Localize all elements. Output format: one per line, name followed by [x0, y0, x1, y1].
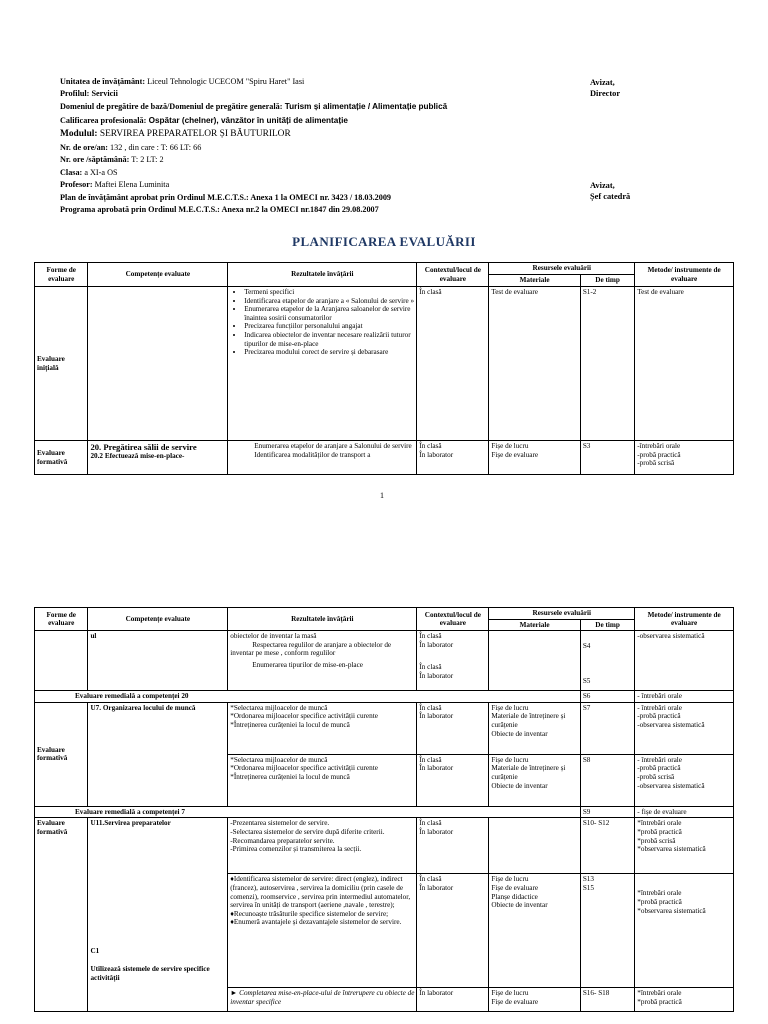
col-materiale: Materiale — [489, 275, 580, 287]
metode-cell: Test de evaluare — [635, 287, 734, 441]
competenta-cell: ul — [88, 631, 228, 691]
materiale-cell: Fișe de lucru Materiale de întreținere și curățenie Obiecte de inventar — [489, 702, 580, 754]
col-context: Contextul/locul de evaluare — [417, 608, 489, 631]
table-row — [35, 874, 734, 988]
col-competente: Competențe evaluate — [88, 608, 228, 631]
competenta-cell: 20. Pregătirea sălii de servire 20.2 Efectuează mise-en-place- — [88, 441, 228, 475]
col-context: Contextul/locul de evaluare — [417, 263, 489, 287]
avizat-director: Avizat, Director — [590, 78, 621, 98]
timp-cell: S3 — [580, 441, 634, 475]
timp-cell: S10- S12 — [580, 818, 634, 874]
timp-cell: S8 — [580, 754, 634, 806]
list-item: • Precizarea funcțiilor personalului angajat — [244, 322, 414, 331]
list-item: • Indicarea obiectelor de inventar necesare realizării tuturor tipurilor de mise-en-place — [244, 331, 414, 348]
rezultate-cell: *Selectarea mijloacelor de muncă *Ordonarea mijloacelor specifice activității curente *Întreținerea curățeniei la locul de muncă — [228, 702, 417, 754]
timp-cell: S7 — [580, 702, 634, 754]
col-timp: De timp — [580, 619, 634, 631]
metode-cell: - întrebări orale -probă practică -probă scrisă -observarea sistematică — [635, 754, 734, 806]
col-materiale: Materiale — [489, 619, 580, 631]
materiale-cell — [489, 818, 580, 874]
avizat-sef-catedra: Avizat, Șef catedră — [590, 181, 631, 201]
header-profil: Profilul: Servicii — [60, 89, 118, 98]
remedial-label: Evaluare remedială a competenței 20 — [35, 691, 581, 703]
metode-cell: *întrebări orale *probă practică — [635, 988, 734, 1012]
timp-cell: S9 — [580, 806, 634, 818]
context-cell: În laborator — [417, 988, 489, 1012]
competenta-cell: U11.Servirea preparatelor — [88, 818, 228, 874]
rezultate-cell — [228, 287, 417, 441]
evaluation-table-page1 — [34, 262, 734, 475]
context-cell: În clasă — [417, 287, 489, 441]
header-calificare: Calificarea profesională: Ospătar (chelner), vânzător în unități de alimentație — [60, 116, 348, 125]
forma-evaluare: Evaluare formativă — [35, 702, 88, 806]
forma-evaluare: Evaluare formativă — [35, 441, 88, 475]
header-programa: Programa aprobată prin Ordinul M.E.C.T.S.: Anexa nr.2 la OMECI nr.1847 din 29.08.2007 — [60, 205, 379, 214]
timp-cell: S13 S15 — [580, 874, 634, 988]
list-item: • Precizarea modului corect de servire și debarasare — [244, 348, 414, 357]
table-row — [35, 818, 734, 874]
materiale-cell: Test de evaluare — [489, 287, 580, 441]
header-plan: Plan de învățământ aprobat prin Ordinul M.E.C.T.S.: Anexa 1 la OMECI nr. 3423 / 18.03.2009 — [60, 193, 392, 202]
competenta-cell: U7. Organizarea locului de muncă — [88, 702, 228, 806]
metode-cell: -observarea sistematică — [635, 631, 734, 691]
list-item: • Identificarea etapelor de aranjare a « Salonului de servire » — [244, 297, 414, 306]
metode-cell: *întrebări orale *probă practică *observarea sistematică — [635, 874, 734, 988]
col-competente: Competențe evaluate — [88, 263, 228, 287]
col-forme: Forme de evaluare — [35, 608, 88, 631]
page-title: PLANIFICAREA EVALUĂRII — [292, 234, 476, 249]
timp-cell: S16- S18 — [580, 988, 634, 1012]
materiale-cell: Fișe de lucru Fișe de evaluare Planșe didactice Obiecte de inventar — [489, 874, 580, 988]
rezultate-cell: -Prezentarea sistemelor de servire. -Selectarea sistemelor de servire după diferite criterii. -Recomandarea preparatelor servite. -Primirea comenzilor și transmiterea la secții. — [228, 818, 417, 874]
context-cell: În clasă În laborator În clasă În laborator — [417, 631, 489, 691]
header-modul: Modulul: SERVIREA PREPARATELOR ȘI BĂUTURILOR — [60, 129, 291, 139]
remedial-label: Evaluare remedială a competenței 7 — [35, 806, 581, 818]
col-rezultate: Rezultatele învățării — [228, 608, 417, 631]
forma-evaluare: Evaluare inițială — [35, 287, 88, 441]
timp-cell: S4 S5 — [580, 631, 634, 691]
metode-cell: - întrebări orale -probă practică -observarea sistematică — [635, 702, 734, 754]
table-row — [35, 287, 734, 441]
col-metode: Metode/ instrumente de evaluare — [635, 263, 734, 287]
header-profesor: Profesor: Maftei Elena Luminita — [60, 180, 170, 189]
table-row — [35, 441, 734, 475]
forma-evaluare: Evaluare formativă — [35, 818, 88, 1012]
competenta-cell: C1 Utilizează sistemele de servire specifice activității — [88, 874, 228, 1012]
rezultate-cell: obiectelor de inventar la masă Respectarea regulilor de aranjare a obiectelor de inventar pe mese , conform regulilor Enumerarea tipurilor de mise-en-place — [228, 631, 417, 691]
timp-cell: S1-2 — [580, 287, 634, 441]
table-row — [35, 631, 734, 691]
timp-cell: S6 — [580, 691, 634, 703]
header-unitate: Unitatea de învățământ: Liceul Tehnologic UCECOM "Spiru Haret" Iasi — [60, 77, 305, 86]
page-number: 1 — [380, 491, 384, 500]
metode-cell: - întrebări orale — [635, 691, 734, 703]
col-metode: Metode/ instrumente de evaluare — [635, 608, 734, 631]
header-nr-ore-saptamana: Nr. ore /săptămână: T: 2 LT: 2 — [60, 155, 164, 164]
col-resurse: Resursele evaluării — [489, 263, 635, 275]
context-cell: În clasă În laborator — [417, 818, 489, 874]
table-row — [35, 702, 734, 754]
list-item: • Termeni specifici — [244, 288, 414, 297]
header-domeniu: Domeniul de pregătire de bază/Domeniul de pregătire generală: Turism și alimentație / Alimentație publică — [60, 102, 448, 111]
context-cell: În clasă În laborator — [417, 441, 489, 475]
rezultate-cell: ♦Identificarea sistemelor de servire: direct (englez), indirect (francez), autoservirea , servirea la domiciliu (prin casele de comenzi), roomservice , servirea prin intermediul automatelor, servirea în unități de transport (aeriene ,navale , terestre); ♦Recunoaște trăsăturile specifice sistemelor de servire; ♦Enumeră avantajele și dezavantajele sistemelor de servire. — [228, 874, 417, 988]
col-timp: De timp — [580, 275, 634, 287]
rezultate-cell: *Selectarea mijloacelor de muncă *Ordonarea mijloacelor specifice activității curente *Întreținerea curățeniei la locul de muncă — [228, 754, 417, 806]
context-cell: În clasă În laborator — [417, 754, 489, 806]
metode-cell: *întrebări orale *probă practică *probă scrisă *observarea sistematică — [635, 818, 734, 874]
rezultate-cell: Enumerarea etapelor de aranjare a Salonului de servire Identificarea modalităților de transport a — [228, 441, 417, 475]
header-nr-ore-an: Nr. de ore/an: 132 , din care : T: 66 LT: 66 — [60, 143, 202, 152]
list-item: • Enumerarea etapelor de la Aranjarea saloanelor de servire înaintea sosirii consumatorilor — [244, 305, 414, 322]
materiale-cell: Fișe de lucru Fișe de evaluare — [489, 441, 580, 475]
materiale-cell: Fișe de lucru Materiale de întreținere și curățenie Obiecte de inventar — [489, 754, 580, 806]
context-cell: În clasă În laborator — [417, 702, 489, 754]
col-forme: Forme de evaluare — [35, 263, 88, 287]
context-cell: În clasă În laborator — [417, 874, 489, 988]
table-row — [35, 691, 734, 703]
metode-cell: -întrebări orale -probă practică -probă scrisă — [635, 441, 734, 475]
col-rezultate: Rezultatele învățării — [228, 263, 417, 287]
header-clasa: Clasa: a XI-a OS — [60, 168, 118, 177]
materiale-cell: Fișe de lucru Fișe de evaluare — [489, 988, 580, 1012]
evaluation-table-page2 — [34, 607, 734, 1012]
materiale-cell — [489, 631, 580, 691]
competenta-cell — [88, 287, 228, 441]
col-resurse: Resursele evaluării — [489, 608, 635, 620]
metode-cell: - fișe de evaluare — [635, 806, 734, 818]
rezultate-cell: ► Completarea mise-en-place-ului de întrerupere cu obiecte de inventar specifice — [228, 988, 417, 1012]
table-row — [35, 806, 734, 818]
